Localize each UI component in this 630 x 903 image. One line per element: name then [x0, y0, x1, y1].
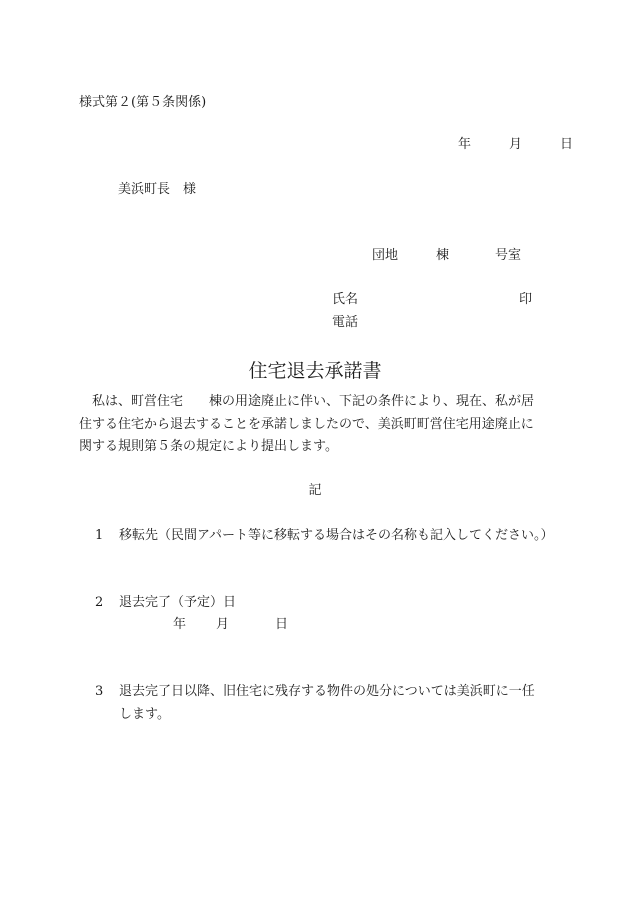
- item-2-text: 退去完了（予定）日: [119, 595, 237, 610]
- body-paragraph: [79, 391, 561, 459]
- item-2-month: 月: [216, 617, 230, 632]
- form-number-label: 様式第２(第５条関係): [79, 95, 207, 110]
- addressee-name: 美浜町長: [118, 182, 171, 197]
- submission-date: [458, 138, 573, 151]
- ki-heading: 記: [308, 483, 322, 498]
- phone-line: [332, 316, 358, 329]
- room-label: 号室: [495, 248, 522, 263]
- document-title: 住宅退去承諾書: [248, 360, 382, 382]
- phone-label: 電話: [332, 315, 359, 330]
- item-2-year: 年: [173, 617, 187, 632]
- building-label: 棟: [436, 248, 450, 263]
- body-line-1: 私は、町営住宅 棟の用途廃止に伴い、下記の条件により、現在、私が居: [92, 394, 535, 409]
- item-2-number: 2: [95, 595, 104, 610]
- item-3-number: 3: [95, 684, 104, 699]
- body-line-2: 住する住宅から退去することを承諾しましたので、美浜町町営住宅用途廃止に: [79, 416, 534, 432]
- item-3-text-line-1: 退去完了日以降、旧住宅に残存する物件の処分については美浜町に一任: [119, 684, 535, 699]
- applicant-name-line: [332, 293, 532, 306]
- date-day: 日: [560, 137, 574, 152]
- date-month: 月: [509, 137, 523, 152]
- item-2-day: 日: [275, 617, 289, 632]
- date-year: 年: [458, 137, 472, 152]
- item-1-text: 移転先（民間アパート等に移転する場合はその名称も記入してください。）: [119, 528, 554, 543]
- seal-mark: 印: [519, 292, 533, 307]
- danchi-label: 団地: [372, 248, 399, 263]
- residence-address: [372, 249, 521, 262]
- item-1-number: 1: [95, 528, 104, 543]
- addressee: [118, 183, 196, 196]
- name-label: 氏名: [332, 292, 359, 307]
- body-line-3: 関する規則第５条の規定により提出します。: [79, 439, 338, 454]
- item-2-date: [173, 618, 288, 631]
- item-3-text-line-2: します。: [119, 707, 170, 722]
- addressee-honorific: 様: [183, 182, 197, 197]
